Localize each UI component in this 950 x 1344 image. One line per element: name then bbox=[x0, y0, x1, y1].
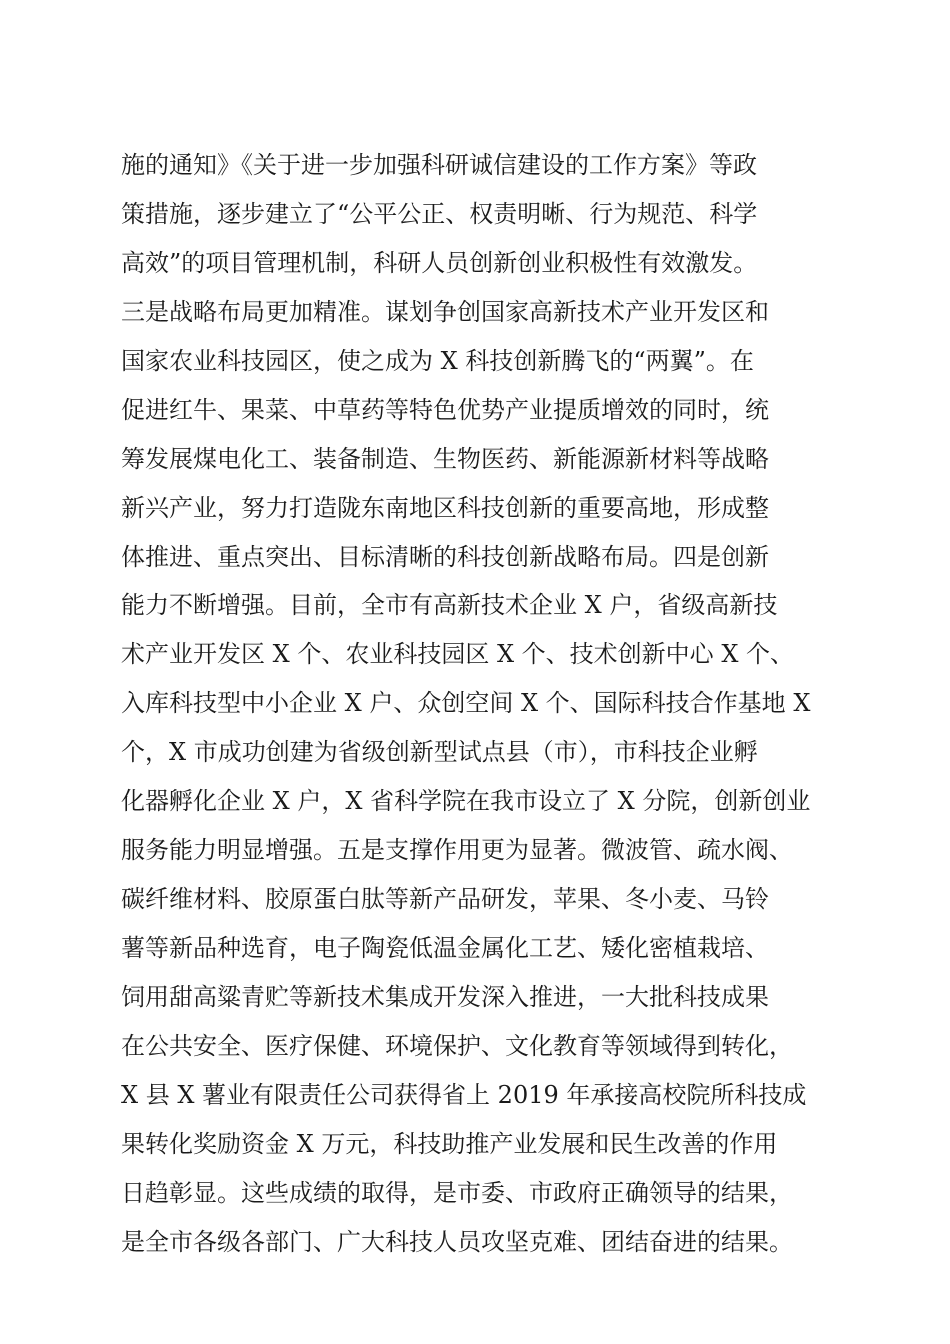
text-line-8: 新兴产业，努力打造陇东南地区科技创新的重要高地，形成整 bbox=[121, 493, 769, 522]
text-line-16: 碳纤维材料、胶原蛋白肽等新产品研发，苹果、冬小麦、马铃 bbox=[121, 885, 769, 914]
text-line-21: 果转化奖励资金 X 万元，科技助推产业发展和民生改善的作用 bbox=[121, 1129, 778, 1158]
text-line-11: 术产业开发区 X 个、农业科技园区 X 个、技术创新中心 X 个、 bbox=[121, 640, 795, 669]
text-line-18: 饲用甜高粱青贮等新技术集成开发深入推进，一大批科技成果 bbox=[121, 982, 769, 1011]
text-line-15: 服务能力明显增强。五是支撑作用更为显著。微波管、疏水阀、 bbox=[121, 836, 793, 865]
text-line-2: 策措施，逐步建立了“公平公正、权责明晰、行为规范、科学 bbox=[121, 199, 758, 228]
text-line-13: 个，X 市成功创建为省级创新型试点县（市），市科技企业孵 bbox=[121, 738, 758, 767]
text-line-19: 在公共安全、医疗保健、环境保护、文化教育等领域得到转化， bbox=[121, 1031, 793, 1060]
text-line-20: X 县 X 薯业有限责任公司获得省上 2019 年承接高校院所科技成 bbox=[121, 1080, 807, 1109]
text-line-14: 化器孵化企业 X 户，X 省科学院在我市设立了 X 分院，创新创业 bbox=[121, 787, 811, 816]
text-line-1: 施的通知》《关于进一步加强科研诚信建设的工作方案》等政 bbox=[121, 151, 757, 179]
text-line-7: 筹发展煤电化工、装备制造、生物医药、新能源新材料等战略 bbox=[121, 444, 769, 473]
text-line-17: 薯等新品种选育，电子陶瓷低温金属化工艺、矮化密植栽培、 bbox=[121, 934, 769, 962]
text-line-12: 入库科技型中小企业 X 户、众创空间 X 个、国际科技合作基地 X bbox=[121, 689, 811, 718]
text-line-10: 能力不断增强。目前，全市有高新技术企业 X 户，省级高新技 bbox=[121, 591, 778, 620]
text-line-6: 促进红牛、果菜、中草药等特色优势产业提质增效的同时，统 bbox=[121, 395, 769, 424]
text-line-4: 三是战略布局更加精准。谋划争创国家高新技术产业开发区和 bbox=[121, 297, 769, 326]
body-text bbox=[121, 141, 841, 1267]
text-line-5: 国家农业科技园区，使之成为 X 科技创新腾飞的“两翼”。在 bbox=[121, 346, 754, 375]
text-line-23: 是全市各级各部门、广大科技人员攻坚克难、团结奋进的结果。 bbox=[121, 1227, 793, 1256]
text-line-22: 日趋彰显。这些成绩的取得，是市委、市政府正确领导的结果， bbox=[121, 1178, 793, 1207]
text-line-9: 体推进、重点突出、目标清晰的科技创新战略布局。四是创新 bbox=[121, 542, 769, 571]
text-line-3: 高效”的项目管理机制，科研人员创新创业积极性有效激发。 bbox=[121, 248, 758, 277]
